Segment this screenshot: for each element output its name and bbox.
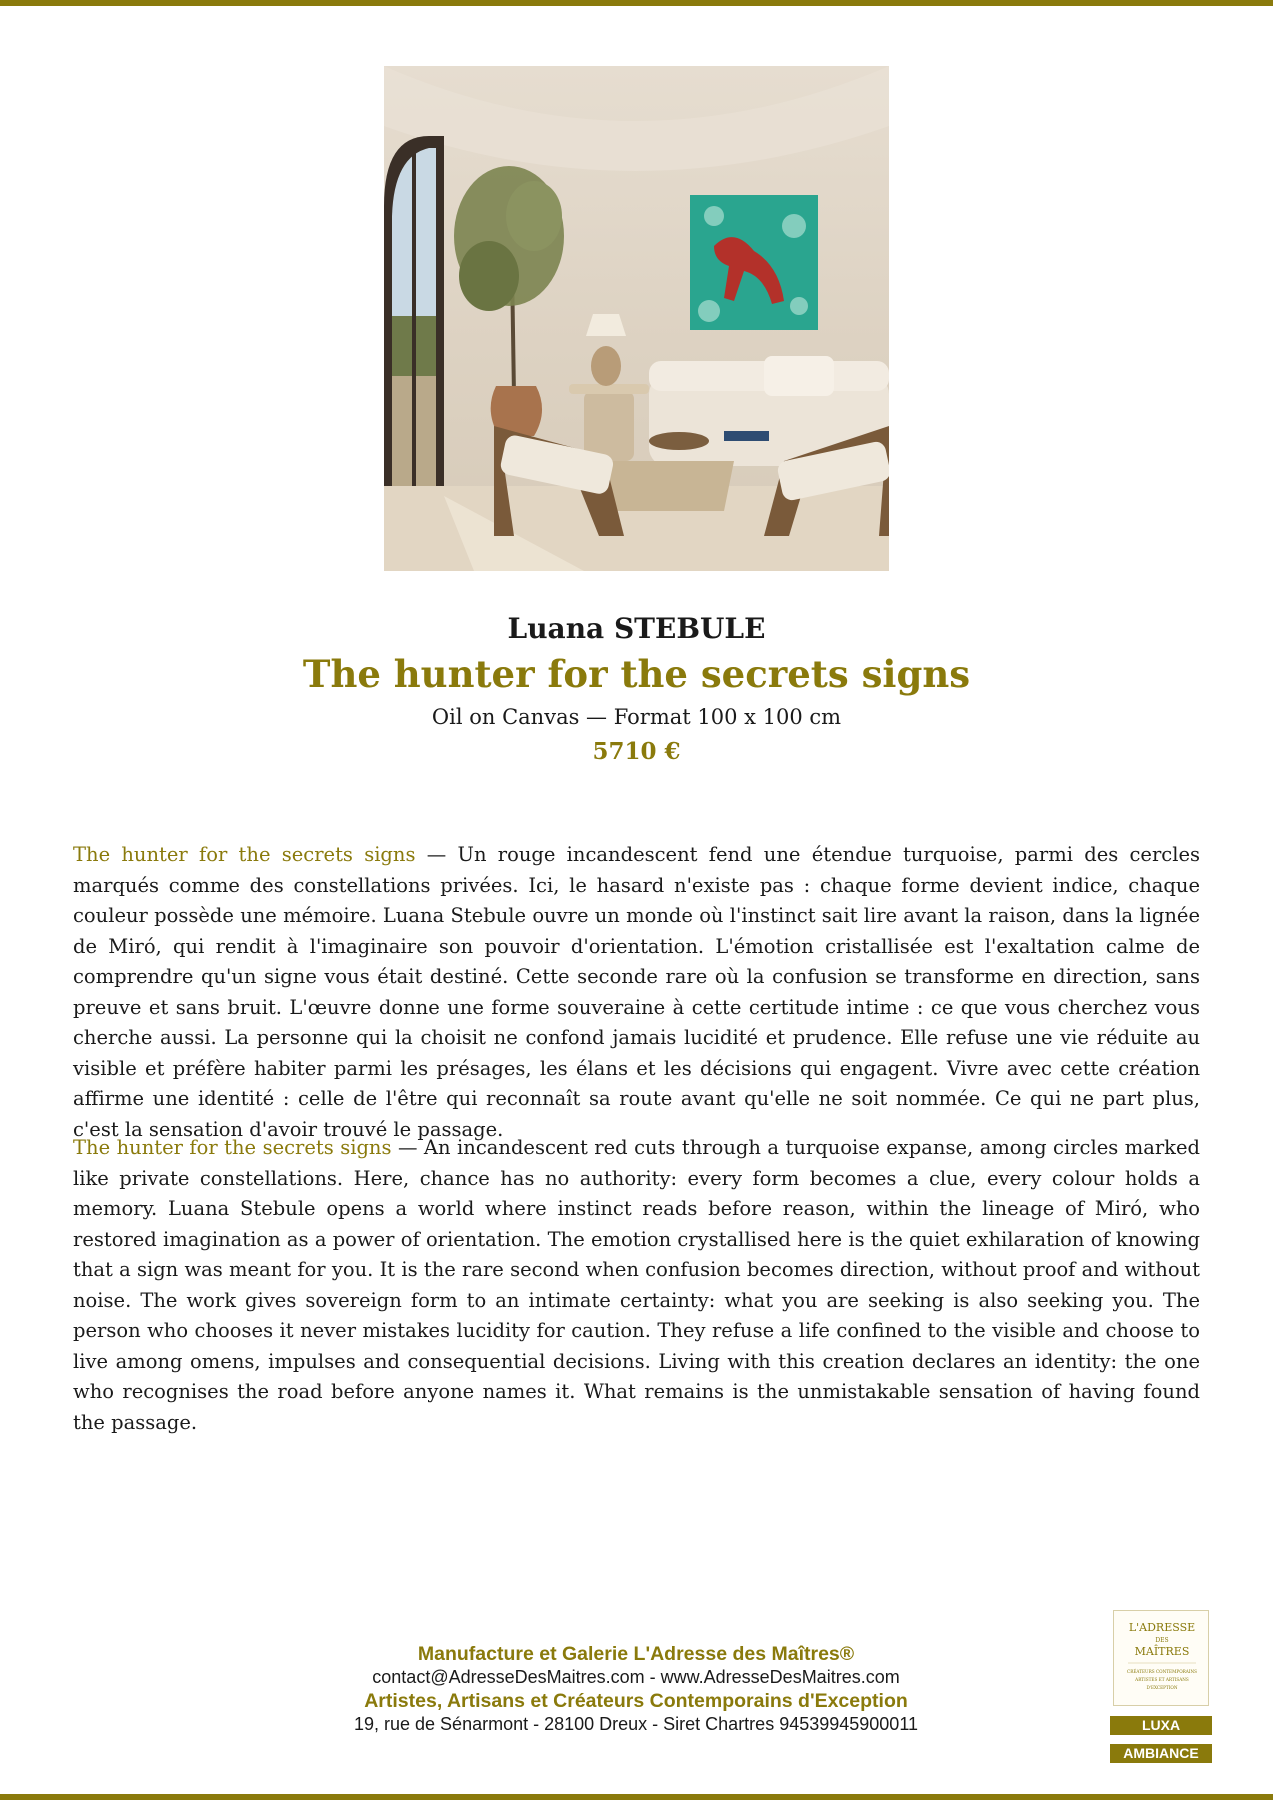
footer-address: 19, rue de Sénarmont - 28100 Dreux - Siret Chartres 94539945900011 xyxy=(353,1714,919,1734)
logo-line-4: CRÉATEURS CONTEMPORAINS xyxy=(1127,1669,1197,1674)
footer-tagline: Artistes, Artisans et Créateurs Contemporains d'Exception xyxy=(364,1690,908,1712)
logo-line-1: L'ADRESSE xyxy=(1128,1621,1196,1634)
logo-line-5: ARTISTES ET ARTISANS xyxy=(1135,1677,1189,1682)
luxa-badge: LUXA xyxy=(1110,1716,1212,1735)
artwork-room-photo xyxy=(384,66,889,571)
artwork-price: 5710 € xyxy=(592,738,681,765)
logo-line-2: DES xyxy=(1155,1637,1169,1644)
gallery-logo xyxy=(1113,1610,1209,1706)
artwork-format: Oil on Canvas — Format 100 x 100 cm xyxy=(431,705,842,729)
artist-name: Luana STEBULE xyxy=(507,612,766,645)
description-french xyxy=(73,840,1200,1145)
description-english-text: — An incandescent red cuts through a turquoise expanse, among circles marked like private constellations. Here, chance has no authority: every form becomes a clue, every colour holds a memory. Luana Stebule opens a world where instinct reads before reason, within the lineage of Miró, who restored imagination as a power of orientation. The emotion crystallised here is the quiet exhilaration of knowing that a sign was meant for you. It is the rare second when confusion becomes direction, without proof and without noise. The work gives sovereign form to an intimate certainty: what you are seeking is also seeking you. The person who chooses it never mistakes lucidity for caution. They refuse a life confined to the visible and choose to live among omens, impulses and consequential decisions. Living with this creation declares an identity: the one who recognises the road before anyone names it. What remains is the unmistakable sensation of having found the passage. xyxy=(73,1136,1200,1434)
ambiance-badge: AMBIANCE xyxy=(1110,1744,1212,1763)
description-english-lead: The hunter for the secrets signs xyxy=(73,1136,392,1159)
artwork-title: The hunter for the secrets signs xyxy=(302,652,971,696)
top-border xyxy=(0,0,1273,6)
logo-line-6: D'EXCEPTION xyxy=(1146,1685,1178,1690)
logo-line-3: MAÎTRES xyxy=(1134,1645,1190,1658)
description-french-text: — Un rouge incandescent fend une étendue turquoise, parmi des cercles marqués comme des constellations privées. Ici, le hasard n'existe pas : chaque forme devient indice, chaque couleur possède une mémoire. Luana Stebule ouvre un monde où l'instinct sait lire avant la raison, dans la lignée de Miró, qui rendit à l'imaginaire son pouvoir d'orientation. L'émotion cristallisée est l'exaltation calme de comprendre qu'un signe vous était destiné. Cette seconde rare où la confusion se transforme en direction, sans preuve et sans bruit. L'œuvre donne une forme souveraine à cette certitude intime : ce que vous cherchez vous cherche aussi. La personne qui la choisit ne confond jamais lucidité et prudence. Elle refuse une vie réduite au visible et préfère habiter parmi les présages, les élans et les décisions qui engagent. Vivre avec cette création affirme une identité : celle de l'être qui reconnaît sa route avant qu'elle ne soit nommée. Ce qui ne part plus, c'est la sensation d'avoir trouvé le passage. xyxy=(73,843,1200,1141)
footer-gallery-name: Manufacture et Galerie L'Adresse des Maîtres® xyxy=(417,1643,855,1665)
bottom-border xyxy=(0,1794,1273,1800)
footer xyxy=(236,1642,1036,1736)
description-english xyxy=(73,1133,1200,1438)
description-french-lead: The hunter for the secrets signs xyxy=(73,843,416,866)
footer-contact: contact@AdresseDesMaitres.com - www.AdresseDesMaitres.com xyxy=(372,1667,900,1687)
